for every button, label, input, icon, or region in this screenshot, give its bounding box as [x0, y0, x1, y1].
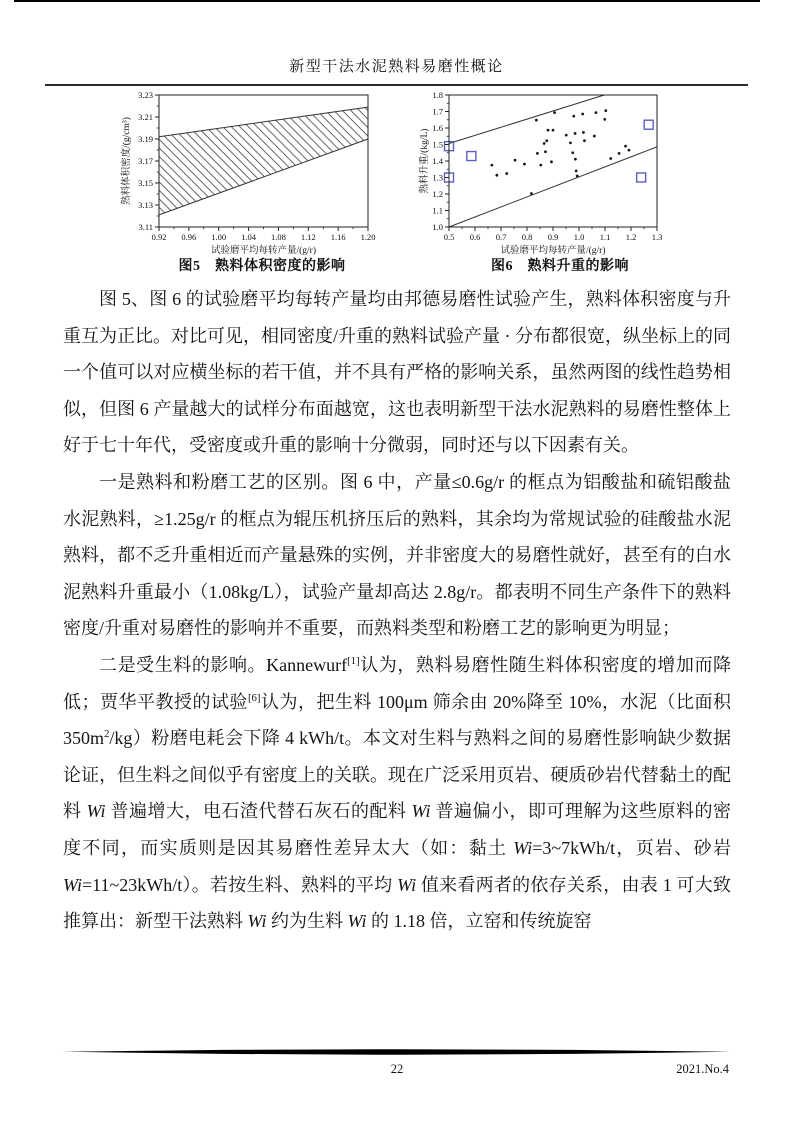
- svg-text:3.19: 3.19: [138, 134, 153, 144]
- paragraph-2: 一是熟料和粉磨工艺的区别。图 6 中，产量≤0.6g/r 的框点为铝酸盐和硫铝酸盐水泥熟料，≥1.25g/r 的框点为辊压机挤压后的熟料，其余均为常规试验的硅酸盐水泥熟料，都不乏升重相近而产量悬殊的实例，并非密度大的易磨性就好，甚至有的白水泥熟料升重最小（1.08kg/L），试验产量却高达 2.8g/r。都表明不同生产条件下的熟料密度/升重对易磨性的影响并不重要，而熟料类型和粉磨工艺的影响更为明显；: [63, 471, 731, 639]
- figure-6-caption: 图6 熟料升重的影响: [491, 259, 629, 274]
- svg-text:1.1: 1.1: [599, 232, 611, 242]
- figure-5-caption: 图5 熟料体积密度的影响: [178, 259, 346, 274]
- article-body: [63, 281, 731, 940]
- svg-text:1.0: 1.0: [432, 222, 443, 232]
- svg-text:0.92: 0.92: [151, 232, 167, 242]
- svg-text:1.5: 1.5: [432, 139, 443, 150]
- paragraph-3: 二是受生料的影响。Kannewurf[1]认为，熟料易磨性随生料体积密度的增加而降低；贾华平教授的试验[6]认为，把生料 100μm 筛余由 20%降至 10%，水泥（比面积 $350m^2/kg$）粉磨电耗会下降 4 kWh/t。本文对生料与熟料之间的易磨性影响缺少数据论证，但生料之间似乎有密度上的关联。现在广泛采用页岩、硬质砂岩代替黏土的配料 Wi 普遍增大，电石渣代替石灰石的配料 Wi 普遍偏小，即可理解为这些原料的密度不同，而实质则是因其易磨性差异太大（如：黏土 Wi=3~7kWh/t，页岩、砂岩 Wi=11~23kWh/t）。若按生料、熟料的平均 Wi 值来看两者的依存关系，由表 1 可大致推算出：新型干法熟料 Wi 约为生料 Wi 的 1.18 倍，立窑和传统旋窑: [63, 654, 732, 932]
- svg-text:1.00: 1.00: [211, 232, 227, 242]
- svg-text:0.6: 0.6: [469, 232, 481, 242]
- svg-text:1.3: 1.3: [651, 232, 663, 242]
- paragraph-1: 图 5、图 6 的试验磨平均每转产量均由邦德易磨性试验产生，熟料体积密度与升重互为正比。对比可见，相同密度/升重的熟料试验产量 · 分布都很宽，纵坐标上的同一个值可以对应横坐标的若干值，并不具有严格的影响关系，虽然两图的线性趋势相似，但图 6 产量越大的试样分布面越宽，这也表明新型干法水泥熟料的易磨性整体上好于七十年代，受密度或升重的影响十分微弱，同时还与以下因素有关。: [63, 289, 731, 456]
- svg-text:3.11: 3.11: [138, 222, 153, 232]
- svg-text:1.6: 1.6: [432, 123, 443, 133]
- title-divider: [45, 84, 748, 86]
- svg-text:1.8: 1.8: [432, 90, 443, 100]
- svg-text:试验磨平均每转产量/(g/r): 试验磨平均每转产量/(g/r): [500, 246, 606, 256]
- footer-issue-number: 2021.No.4: [676, 1062, 729, 1076]
- svg-text:试验磨平均每转产量/(g/r): 试验磨平均每转产量/(g/r): [210, 246, 317, 256]
- article-title: 新型干法水泥熟料易磨性概论: [289, 59, 504, 75]
- svg-text:3.23: 3.23: [138, 90, 153, 100]
- svg-text:1.20: 1.20: [360, 232, 376, 242]
- footer-row: [63, 1062, 731, 1082]
- svg-text:1.12: 1.12: [300, 232, 316, 242]
- svg-text:1.3: 1.3: [432, 172, 443, 183]
- svg-text:3.21: 3.21: [138, 112, 153, 122]
- svg-text:1.2: 1.2: [432, 189, 443, 199]
- svg-text:1.7: 1.7: [432, 106, 443, 117]
- svg-text:1.4: 1.4: [432, 156, 443, 166]
- svg-text:0.96: 0.96: [181, 232, 197, 242]
- svg-text:1.0: 1.0: [573, 232, 585, 242]
- svg-text:0.9: 0.9: [547, 232, 559, 242]
- svg-text:1.1: 1.1: [432, 205, 443, 216]
- svg-text:0.5: 0.5: [443, 232, 455, 242]
- figure-6-chart: [415, 88, 705, 258]
- svg-text:熟料体积密度/(g/cm³): 熟料体积密度/(g/cm³): [122, 117, 132, 205]
- top-edge-bar: [14, 0, 760, 2]
- svg-text:1.16: 1.16: [330, 232, 346, 242]
- figure-5-chart: [112, 88, 412, 258]
- svg-text:熟料升重/(kg/L): 熟料升重/(kg/L): [420, 128, 430, 194]
- svg-text:0.7: 0.7: [495, 232, 507, 242]
- footer-page-number: 22: [390, 1062, 404, 1076]
- svg-text:1.2: 1.2: [625, 232, 637, 242]
- svg-text:1.08: 1.08: [270, 232, 286, 242]
- svg-text:3.17: 3.17: [138, 156, 153, 166]
- svg-text:3.13: 3.13: [138, 200, 153, 210]
- svg-text:1.04: 1.04: [241, 232, 257, 242]
- svg-text:0.8: 0.8: [521, 232, 533, 242]
- footer-divider: [63, 1049, 731, 1056]
- svg-text:3.15: 3.15: [138, 178, 153, 188]
